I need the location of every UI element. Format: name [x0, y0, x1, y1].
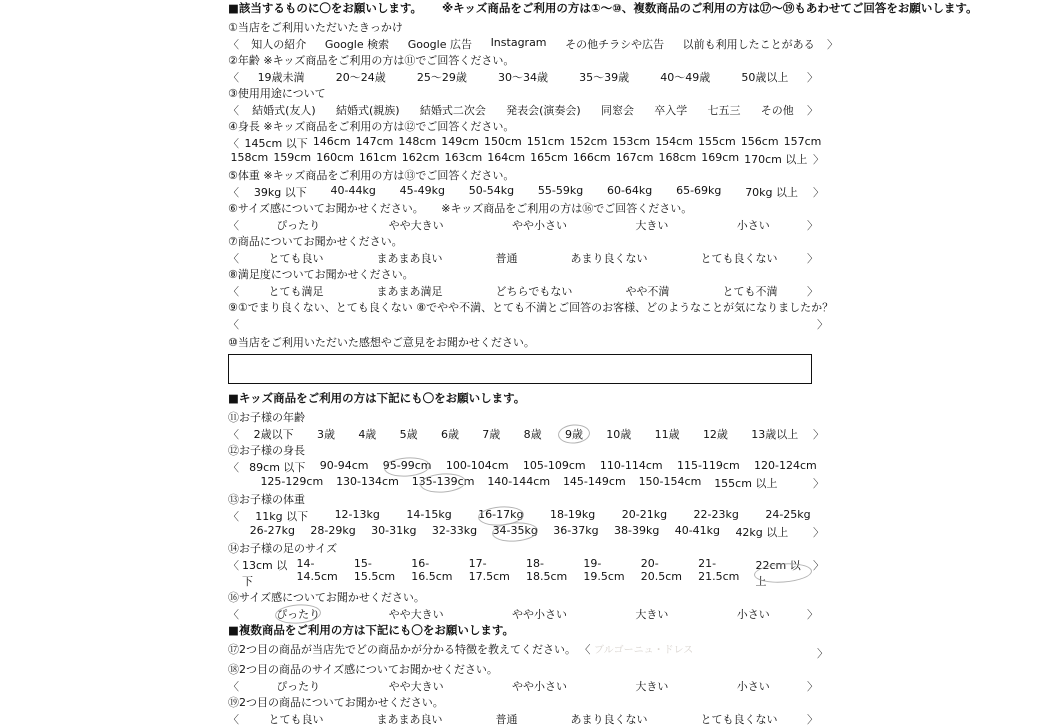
- question-6-label-note: ※キッズ商品をご利用の方は⑯でご回答ください。: [441, 202, 693, 215]
- option-q7-2[interactable]: 普通: [495, 252, 518, 265]
- option-q4-24[interactable]: 169cm: [701, 151, 740, 164]
- question-2-label: ②年齢 ※キッズ商品をご利用の方は⑪でご回答ください。: [228, 54, 515, 67]
- option-q18-0[interactable]: ぴったり: [276, 680, 321, 693]
- option-q11-10[interactable]: 12歳: [702, 428, 728, 441]
- option-q19-2[interactable]: 普通: [495, 713, 518, 726]
- option-q18-4[interactable]: 小さい: [736, 680, 770, 693]
- option-q16-0-selected[interactable]: ぴったり: [276, 608, 321, 621]
- bracket-right: 〉: [807, 680, 818, 693]
- option-q4-25[interactable]: 170cm 以上: [744, 153, 808, 166]
- question-3-options: [228, 102, 818, 118]
- option-q4-11[interactable]: 156cm: [740, 135, 779, 148]
- option-q13-2[interactable]: 14-15kg: [406, 508, 452, 521]
- option-q6-4[interactable]: 小さい: [736, 219, 770, 232]
- option-q3-6[interactable]: 七五三: [707, 104, 741, 117]
- option-q12-5[interactable]: 110-114cm: [599, 459, 663, 472]
- bracket-right: 〉: [807, 104, 818, 117]
- option-q13-7[interactable]: 24-25kg: [765, 508, 811, 521]
- section-3-heading: ■複数商品をご利用の方は下記にも〇をお願いします。: [228, 623, 514, 637]
- option-q14-9-selected[interactable]: 22cm 以上: [756, 557, 811, 589]
- option-q12-11[interactable]: 140-144cm: [487, 475, 551, 488]
- option-q14-2[interactable]: 15-15.5cm: [353, 557, 396, 583]
- question-6-label-text: ⑥サイズ感についてお聞かせください。: [228, 202, 424, 215]
- option-q12-12[interactable]: 145-149cm: [562, 475, 626, 488]
- question-17-watermark: ブルゴーニュ・ドレス: [594, 645, 694, 656]
- option-q1-4[interactable]: その他チラシや広告: [565, 38, 665, 51]
- question-9-answer-line[interactable]: [228, 316, 828, 332]
- option-q8-0[interactable]: とても満足: [268, 285, 324, 298]
- option-q4-13[interactable]: 158cm: [230, 151, 269, 164]
- question-19-label: ⑲2つ目の商品についてお聞かせください。: [228, 696, 444, 709]
- option-q7-4[interactable]: とても良くない: [700, 252, 778, 265]
- option-q14-5[interactable]: 18-18.5cm: [526, 557, 568, 583]
- option-q5-3[interactable]: 50-54kg: [468, 184, 515, 197]
- option-q1-5[interactable]: 以前も利用したことがある: [682, 38, 815, 51]
- option-q12-7[interactable]: 120-124cm: [754, 459, 817, 472]
- question-8-options: [228, 283, 818, 299]
- option-q6-0[interactable]: ぴったり: [276, 219, 321, 232]
- option-q14-6[interactable]: 19-19.5cm: [583, 557, 625, 583]
- option-q2-5[interactable]: 40〜49歳: [660, 71, 711, 84]
- option-q13-8[interactable]: 26-27kg: [249, 524, 296, 537]
- option-q1-2[interactable]: Google 広告: [407, 38, 472, 51]
- bracket-left: 〈: [579, 643, 591, 656]
- question-16-options: [228, 606, 818, 622]
- option-q2-2[interactable]: 25〜29歳: [416, 71, 467, 84]
- option-q4-7[interactable]: 152cm: [569, 135, 608, 148]
- option-q14-1[interactable]: 14-14.5cm: [296, 557, 338, 583]
- option-q7-1[interactable]: まあまあ良い: [376, 252, 443, 265]
- question-13-label: ⑬お子様の体重: [228, 493, 305, 506]
- bracket-right: 〉: [827, 38, 838, 51]
- option-q13-12-selected[interactable]: 34-35kg: [493, 524, 538, 540]
- bracket-left: 〈: [228, 137, 239, 150]
- question-1-label: ①当店をご利用いただいたきっかけ: [228, 21, 403, 34]
- option-q5-2[interactable]: 45-49kg: [399, 184, 445, 197]
- option-q11-8[interactable]: 10歳: [606, 428, 632, 441]
- bracket-right: 〉: [807, 252, 818, 265]
- option-q11-7-selected[interactable]: 9歳: [564, 428, 583, 441]
- option-q13-9[interactable]: 28-29kg: [310, 524, 356, 537]
- bracket-right: 〉: [813, 428, 824, 441]
- option-q4-5[interactable]: 150cm: [484, 135, 522, 148]
- option-q11-5[interactable]: 7歳: [482, 428, 501, 441]
- question-8-label: ⑧満足度についてお聞かせください。: [228, 268, 414, 281]
- bracket-left: 〈: [228, 461, 239, 474]
- option-q2-0[interactable]: 19歳未満: [257, 71, 305, 84]
- option-q11-0[interactable]: 2歳以下: [253, 428, 294, 441]
- option-q5-6[interactable]: 65-69kg: [676, 184, 722, 197]
- bracket-right: 〉: [807, 285, 818, 298]
- bracket-left: 〈: [228, 38, 239, 51]
- option-q4-8[interactable]: 153cm: [612, 135, 651, 148]
- option-q19-4[interactable]: とても良くない: [700, 713, 778, 726]
- option-q1-3[interactable]: Instagram: [490, 36, 547, 49]
- option-q2-4[interactable]: 35〜39歳: [579, 71, 630, 84]
- option-q13-11[interactable]: 32-33kg: [431, 524, 478, 537]
- option-q13-10[interactable]: 30-31kg: [371, 524, 417, 537]
- option-q12-13[interactable]: 150-154cm: [638, 475, 702, 488]
- section-2-heading: ■キッズ商品をご利用の方は下記にも〇をお願いします。: [228, 391, 526, 405]
- bracket-right: 〉: [813, 526, 824, 539]
- option-q13-14[interactable]: 38-39kg: [614, 524, 660, 537]
- option-q19-3[interactable]: あまり良くない: [570, 713, 648, 726]
- option-q4-4[interactable]: 149cm: [441, 135, 479, 148]
- option-q4-19[interactable]: 164cm: [487, 151, 526, 164]
- option-q16-2[interactable]: やや小さい: [511, 608, 567, 621]
- bracket-left: 〈: [228, 608, 239, 621]
- option-q4-6[interactable]: 151cm: [526, 135, 565, 148]
- bracket-left: 〈: [228, 510, 239, 523]
- option-q12-0[interactable]: 89cm 以下: [249, 461, 306, 474]
- option-q13-0[interactable]: 11kg 以下: [255, 510, 309, 523]
- bracket-left: 〈: [228, 71, 239, 84]
- option-q4-16[interactable]: 161cm: [358, 151, 397, 164]
- option-q12-4[interactable]: 105-109cm: [522, 459, 586, 472]
- option-q13-6[interactable]: 22-23kg: [693, 508, 739, 521]
- section-1-heading-note: ※キッズ商品をご利用の方は①〜⑩、複数商品のご利用の方は⑰〜⑲もあわせてご回答をお願いします。: [441, 1, 978, 15]
- option-q6-3[interactable]: 大きい: [635, 219, 669, 232]
- bracket-left: 〈: [228, 219, 239, 232]
- option-q12-14[interactable]: 155cm 以上: [714, 477, 778, 490]
- option-q11-11[interactable]: 13歳以上: [751, 428, 799, 441]
- bracket-left: 〈: [228, 680, 239, 693]
- option-q6-1[interactable]: やや大きい: [388, 219, 444, 232]
- option-q11-1[interactable]: 3歳: [316, 428, 335, 441]
- option-q8-4[interactable]: とても不満: [722, 285, 778, 298]
- question-13-options-row-2: [228, 524, 824, 540]
- question-11-options: [228, 426, 824, 442]
- bracket-left: 〈: [228, 186, 239, 199]
- option-q3-3[interactable]: 発表会(演奏会): [506, 104, 581, 117]
- question-4-label: ④身長 ※キッズ商品をご利用の方は⑫でご回答ください。: [228, 120, 515, 133]
- option-q12-10-selected[interactable]: 135-139cm: [412, 475, 475, 491]
- bracket-left: 〈: [228, 104, 239, 117]
- question-16-label: ⑯サイズ感についてお聞かせください。: [228, 591, 425, 604]
- option-q18-2[interactable]: やや小さい: [511, 680, 567, 693]
- question-11-label: ⑪お子様の年齢: [228, 411, 305, 424]
- question-17-label-text: ⑰2つ目の商品が当店先でどの商品かが分かる特徴を教えてください。: [228, 643, 576, 656]
- bracket-left: 〈: [228, 559, 239, 572]
- question-12-options-row-1: [228, 459, 824, 475]
- question-18-label: ⑱2つ目の商品のサイズ感についてお聞かせください。: [228, 663, 498, 676]
- question-13-options-row-1: [228, 508, 824, 524]
- option-q2-3[interactable]: 30〜34歳: [497, 71, 548, 84]
- question-6-options: [228, 217, 818, 233]
- option-q5-1[interactable]: 40-44kg: [330, 184, 376, 197]
- bracket-right: 〉: [813, 477, 824, 490]
- bracket-right: 〉: [817, 318, 828, 331]
- section-1-heading: [228, 0, 1060, 16]
- option-q14-0[interactable]: 13cm 以下: [242, 559, 288, 588]
- option-q4-21[interactable]: 166cm: [572, 151, 611, 164]
- option-q12-2-selected[interactable]: 95-99cm: [383, 459, 432, 475]
- option-q13-16[interactable]: 42kg 以上: [735, 526, 789, 539]
- question-1-options: [228, 36, 838, 52]
- option-q8-2[interactable]: どちらでもない: [495, 285, 573, 298]
- question-3-label: ③使用用途について: [228, 87, 326, 100]
- option-q13-5[interactable]: 20-21kg: [621, 508, 668, 521]
- option-q5-0[interactable]: 39kg 以下: [253, 186, 307, 199]
- option-q4-9[interactable]: 154cm: [655, 135, 693, 148]
- option-q6-2[interactable]: やや小さい: [511, 219, 567, 232]
- question-19-options: [228, 711, 818, 727]
- question-7-label: ⑦商品についてお聞かせください。: [228, 235, 403, 248]
- option-q1-1[interactable]: Google 検索: [324, 38, 390, 51]
- section-1-heading-text: ■該当するものに〇をお願いします。: [228, 1, 422, 15]
- question-6-label: [228, 200, 1060, 216]
- option-q4-22[interactable]: 167cm: [615, 151, 654, 164]
- bracket-right: 〉: [807, 608, 818, 621]
- bracket-right: 〉: [813, 186, 824, 199]
- option-q14-8[interactable]: 21-21.5cm: [698, 557, 740, 583]
- option-q11-6[interactable]: 8歳: [523, 428, 542, 441]
- option-q12-6[interactable]: 115-119cm: [676, 459, 740, 472]
- question-12-label: ⑫お子様の身長: [228, 444, 305, 457]
- option-q13-4[interactable]: 18-19kg: [549, 508, 596, 521]
- question-5-label: ⑤体重 ※キッズ商品をご利用の方は⑬でご回答ください。: [228, 169, 515, 182]
- bracket-right: 〉: [807, 71, 818, 84]
- question-7-options: [228, 250, 818, 266]
- option-q5-7[interactable]: 70kg 以上: [745, 186, 799, 199]
- question-2-options: [228, 69, 818, 85]
- option-q12-9[interactable]: 130-134cm: [336, 475, 399, 488]
- option-q12-1[interactable]: 90-94cm: [319, 459, 369, 472]
- option-q4-15[interactable]: 160cm: [316, 151, 354, 164]
- question-14-options: [228, 557, 824, 589]
- option-q4-0[interactable]: 145cm 以下: [244, 137, 308, 150]
- option-q13-1[interactable]: 12-13kg: [334, 508, 380, 521]
- option-q13-13[interactable]: 36-37kg: [553, 524, 599, 537]
- option-q4-2[interactable]: 147cm: [355, 135, 394, 148]
- question-10-comment-box[interactable]: [228, 354, 812, 384]
- option-q8-1[interactable]: まあまあ満足: [376, 285, 443, 298]
- option-q18-3[interactable]: 大きい: [635, 680, 669, 693]
- option-q3-1[interactable]: 結婚式(親族): [335, 104, 400, 117]
- question-18-options: [228, 678, 818, 694]
- option-q8-3[interactable]: やや不満: [625, 285, 670, 298]
- question-4-options-row-2: [228, 151, 824, 167]
- option-q16-1[interactable]: やや大きい: [388, 608, 444, 621]
- option-q4-12[interactable]: 157cm: [783, 135, 822, 148]
- option-q11-2[interactable]: 4歳: [358, 428, 377, 441]
- bracket-right: 〉: [817, 647, 828, 660]
- option-q16-3[interactable]: 大きい: [635, 608, 669, 621]
- question-4-options-row-1: [228, 135, 824, 151]
- option-q13-3-selected[interactable]: 16-17kg: [478, 508, 523, 524]
- option-q3-0[interactable]: 結婚式(友人): [252, 104, 316, 117]
- option-q4-14[interactable]: 159cm: [273, 151, 312, 164]
- option-q19-1[interactable]: まあまあ良い: [376, 713, 443, 726]
- question-9-label: ⑨①でまり良くない、とても良くない ⑧でやや不満、とても不満とご回答のお客様、どのようなことが気になりましたか？: [228, 301, 834, 314]
- option-q1-0[interactable]: 知人の紹介: [251, 38, 307, 51]
- bracket-left: 〈: [228, 318, 239, 331]
- question-14-label: ⑭お子様の足のサイズ: [228, 542, 338, 555]
- option-q3-4[interactable]: 同窓会: [600, 104, 634, 117]
- question-17-label: [228, 641, 1060, 657]
- bracket-left: 〈: [228, 713, 239, 726]
- option-q2-6[interactable]: 50歳以上: [741, 71, 789, 84]
- option-q4-1[interactable]: 146cm: [312, 135, 351, 148]
- bracket-right: 〉: [807, 713, 818, 726]
- bracket-left: 〈: [228, 285, 239, 298]
- option-q5-4[interactable]: 55-59kg: [537, 184, 584, 197]
- option-q12-3[interactable]: 100-104cm: [445, 459, 509, 472]
- option-q14-4[interactable]: 17-17.5cm: [468, 557, 510, 583]
- bracket-right: 〉: [813, 559, 824, 572]
- option-q18-1[interactable]: やや大きい: [388, 680, 444, 693]
- option-q2-1[interactable]: 20〜24歳: [335, 71, 386, 84]
- option-q3-7[interactable]: その他: [760, 104, 794, 117]
- option-q11-3[interactable]: 5歳: [399, 428, 418, 441]
- bracket-right: 〉: [807, 219, 818, 232]
- option-q5-5[interactable]: 60-64kg: [606, 184, 653, 197]
- option-q4-3[interactable]: 148cm: [398, 135, 437, 148]
- question-12-options-row-2: [228, 475, 824, 491]
- option-q3-2[interactable]: 結婚式二次会: [419, 104, 486, 117]
- option-q4-23[interactable]: 168cm: [658, 151, 697, 164]
- bracket-left: 〈: [228, 252, 239, 265]
- option-q7-0[interactable]: とても良い: [268, 252, 324, 265]
- question-5-options: [228, 184, 824, 200]
- bracket-right: 〉: [813, 153, 824, 166]
- option-q19-0[interactable]: とても良い: [268, 713, 324, 726]
- option-q3-5[interactable]: 卒入学: [654, 104, 688, 117]
- option-q12-8[interactable]: 125-129cm: [260, 475, 324, 488]
- option-q14-3[interactable]: 16-16.5cm: [411, 557, 453, 583]
- option-q4-20[interactable]: 165cm: [530, 151, 568, 164]
- option-q7-3[interactable]: あまり良くない: [570, 252, 648, 265]
- question-10-label: ⑩当店をご利用いただいた感想やご意見をお聞かせください。: [228, 336, 535, 349]
- option-q13-15[interactable]: 40-41kg: [674, 524, 721, 537]
- option-q4-10[interactable]: 155cm: [697, 135, 736, 148]
- option-q11-9[interactable]: 11歳: [654, 428, 680, 441]
- bracket-left: 〈: [228, 428, 239, 441]
- option-q4-18[interactable]: 163cm: [444, 151, 483, 164]
- option-q4-17[interactable]: 162cm: [401, 151, 440, 164]
- option-q11-4[interactable]: 6歳: [440, 428, 459, 441]
- option-q14-7[interactable]: 20-20.5cm: [640, 557, 683, 583]
- option-q16-4[interactable]: 小さい: [736, 608, 770, 621]
